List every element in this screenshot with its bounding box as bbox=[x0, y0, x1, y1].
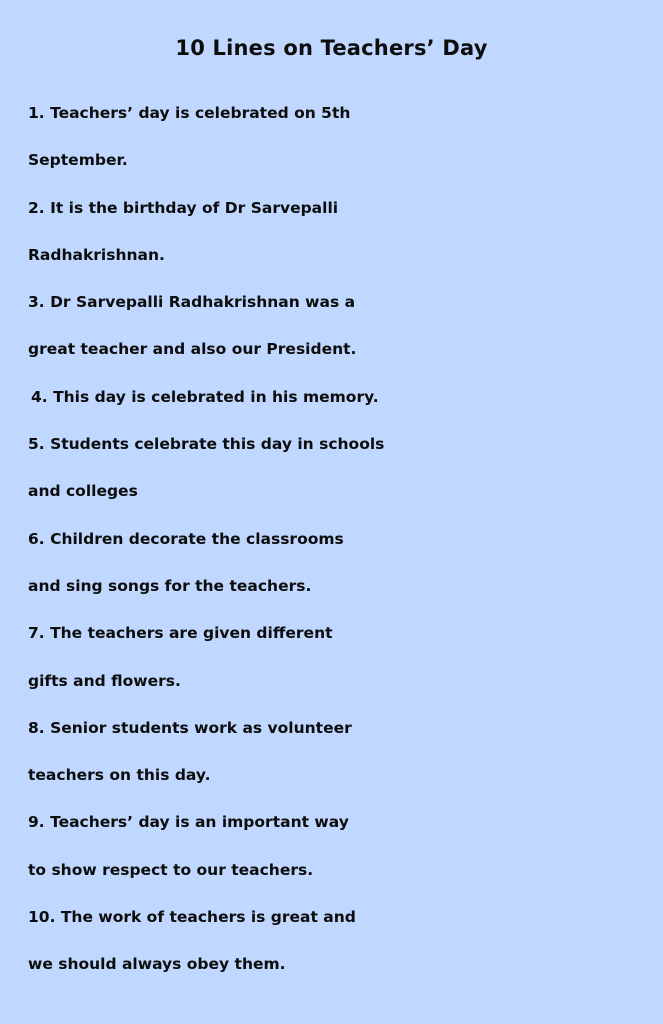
line-6a: 6. Children decorate the classrooms bbox=[28, 529, 344, 548]
line-9b: to show respect to our teachers. bbox=[28, 860, 314, 879]
line-2b: Radhakrishnan. bbox=[28, 245, 165, 264]
lines-list bbox=[28, 90, 658, 989]
line-8b: teachers on this day. bbox=[28, 766, 211, 785]
line-10a: 10. The work of teachers is great and bbox=[28, 908, 356, 927]
line-10b: we should always obey them. bbox=[28, 955, 286, 974]
line-5a: 5. Students celebrate this day in schools bbox=[28, 435, 385, 454]
line-3a: 3. Dr Sarvepalli Radhakrishnan was a bbox=[28, 293, 356, 312]
line-4: 4. This day is celebrated in his memory. bbox=[31, 387, 379, 406]
line-5b: and colleges bbox=[28, 482, 138, 501]
line-1b: September. bbox=[28, 151, 128, 170]
line-8a: 8. Senior students work as volunteer bbox=[28, 718, 352, 737]
line-6b: and sing songs for the teachers. bbox=[28, 576, 312, 595]
line-3b: great teacher and also our President. bbox=[28, 340, 357, 359]
line-7b: gifts and flowers. bbox=[28, 671, 181, 690]
line-2a: 2. It is the birthday of Dr Sarvepalli bbox=[28, 198, 339, 217]
line-9a: 9. Teachers’ day is an important way bbox=[28, 813, 349, 832]
line-1a: 1. Teachers’ day is celebrated on 5th bbox=[28, 104, 351, 122]
line-7a: 7. The teachers are given different bbox=[28, 624, 333, 643]
page-title: 10 Lines on Teachers’ Day bbox=[175, 36, 488, 60]
